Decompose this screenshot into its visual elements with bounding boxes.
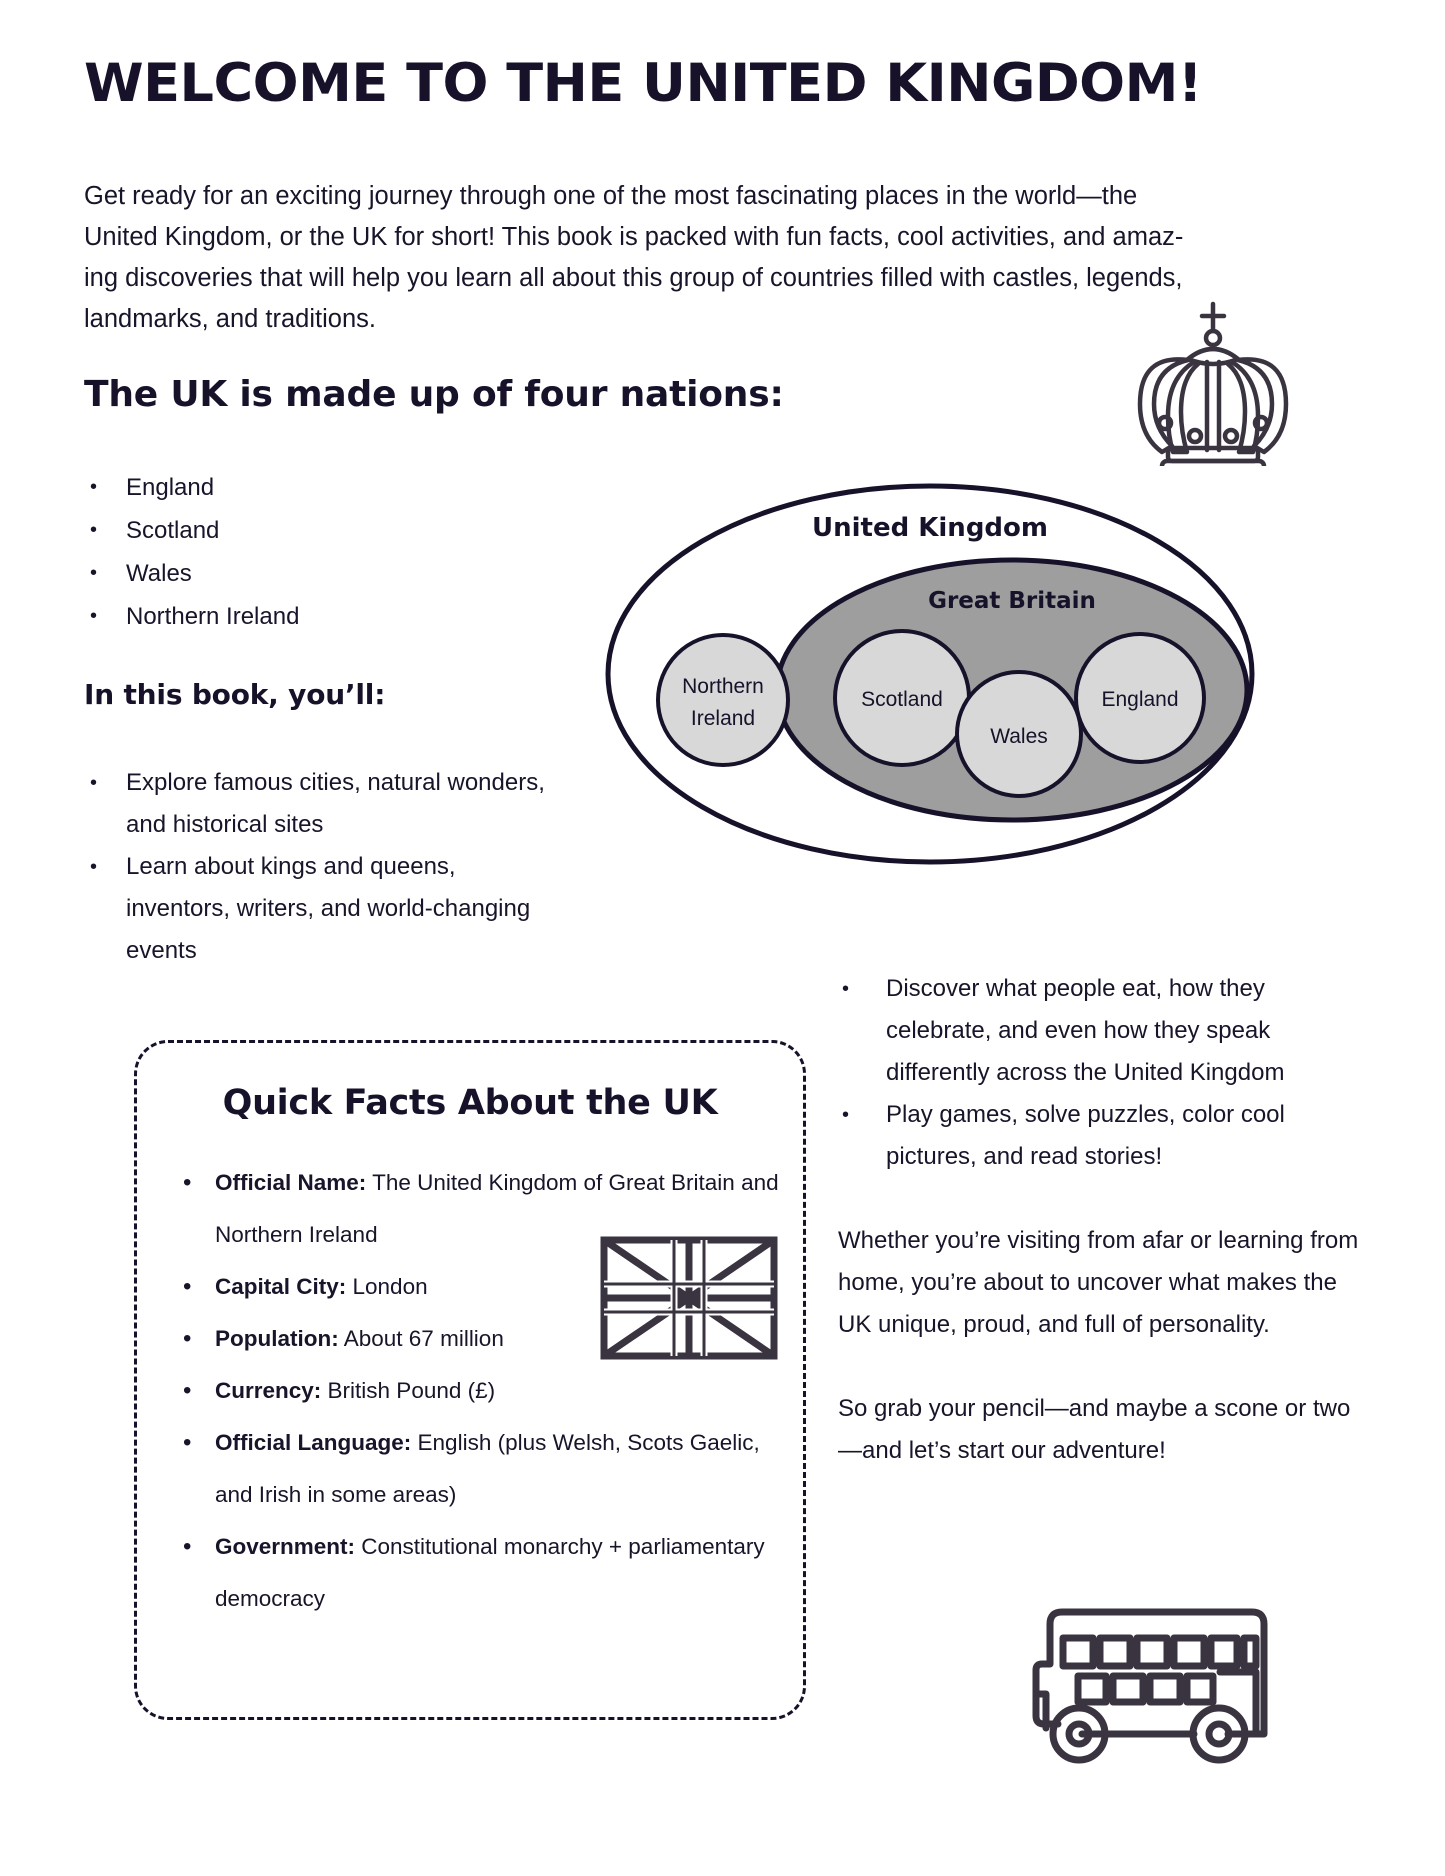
uk-venn-diagram <box>600 478 1260 878</box>
book-heading: In this book, you’ll: <box>84 678 386 711</box>
fact-value: About 67 million <box>338 1326 504 1351</box>
fact-label: Official Language: <box>215 1430 412 1455</box>
venn-label-scotland: Scotland <box>861 688 943 711</box>
fact-value: British Pound (£) <box>321 1378 496 1403</box>
intro-line-4: landmarks, and traditions. <box>84 305 376 333</box>
fact-value: London <box>346 1274 428 1299</box>
fact-label: Currency: <box>215 1378 322 1403</box>
fact-value: English (plus Welsh, Scots Gaelic, and Irish in some areas) <box>215 1430 760 1507</box>
crown-icon <box>1128 296 1298 466</box>
fact-label: Government: <box>215 1534 356 1559</box>
list-item: • Explore famous cities, natural wonders, and historical sites <box>84 762 554 846</box>
book-bullets-right <box>838 968 1368 1178</box>
fact-label: Capital City: <box>215 1274 347 1299</box>
page-title: WELCOME TO THE UNITED KINGDOM! <box>84 53 1203 114</box>
list-item: • England <box>84 466 504 509</box>
list-item: • Scotland <box>84 509 504 552</box>
fact-label: Official Name: <box>215 1170 367 1195</box>
union-jack-flag-icon <box>600 1236 778 1360</box>
venn-label-northern-ireland-line2: Ireland <box>690 707 756 730</box>
venn-label-great-britain: Great Britain <box>928 588 1096 614</box>
nations-heading: The UK is made up of four nations: <box>84 374 784 415</box>
list-item: • Discover what people eat, how they celebrate, and even how they speak differently across the United Kingdom <box>838 968 1368 1094</box>
fact-value: The United Kingdom of Great Britain and Northern Ireland <box>215 1170 779 1247</box>
venn-label-wales: Wales <box>990 725 1048 748</box>
venn-circle-northern-ireland <box>658 635 788 765</box>
closing-paragraph-1: Whether you’re visiting from afar or learning from home, you’re about to uncover what makes the UK unique, proud, and full of personality. <box>838 1227 1359 1338</box>
venn-label-northern-ireland-line1: Northern <box>682 675 764 698</box>
fact-official-language <box>181 1417 781 1521</box>
closing-paragraph-2: So grab your pencil—and maybe a scone or two—and let’s start our adventure! <box>838 1395 1351 1464</box>
fact-value: Constitutional monarchy + parliamentary democracy <box>215 1534 765 1611</box>
book-bullets-left <box>84 762 554 972</box>
venn-label-united-kingdom: United Kingdom <box>811 513 1049 543</box>
double-decker-bus-icon <box>1020 1582 1272 1772</box>
quick-facts-list <box>137 1157 803 1625</box>
intro-line-3: ing discoveries that will help you learn all about this group of countries filled with castles, legends, <box>84 264 1183 292</box>
fact-label: Population: <box>215 1326 339 1351</box>
intro-line-1: Get ready for an exciting journey through one of the most fascinating places in the world—the <box>84 182 1138 210</box>
list-item: • Learn about kings and queens, inventors, writers, and world-changing events <box>84 846 554 972</box>
fact-currency <box>181 1365 781 1417</box>
quick-facts-box <box>134 1040 806 1720</box>
venn-label-england: England <box>1101 688 1179 711</box>
right-column <box>838 968 1368 1472</box>
fact-government <box>181 1521 781 1625</box>
nations-list <box>84 466 504 638</box>
quick-facts-title: Quick Facts About the UK <box>222 1083 718 1123</box>
list-item: • Northern Ireland <box>84 595 504 638</box>
intro-line-2: United Kingdom, or the UK for short! This book is packed with fun facts, cool activities, and amaz- <box>84 223 1184 251</box>
list-item: • Play games, solve puzzles, color cool pictures, and read stories! <box>838 1094 1368 1178</box>
list-item: • Wales <box>84 552 504 595</box>
